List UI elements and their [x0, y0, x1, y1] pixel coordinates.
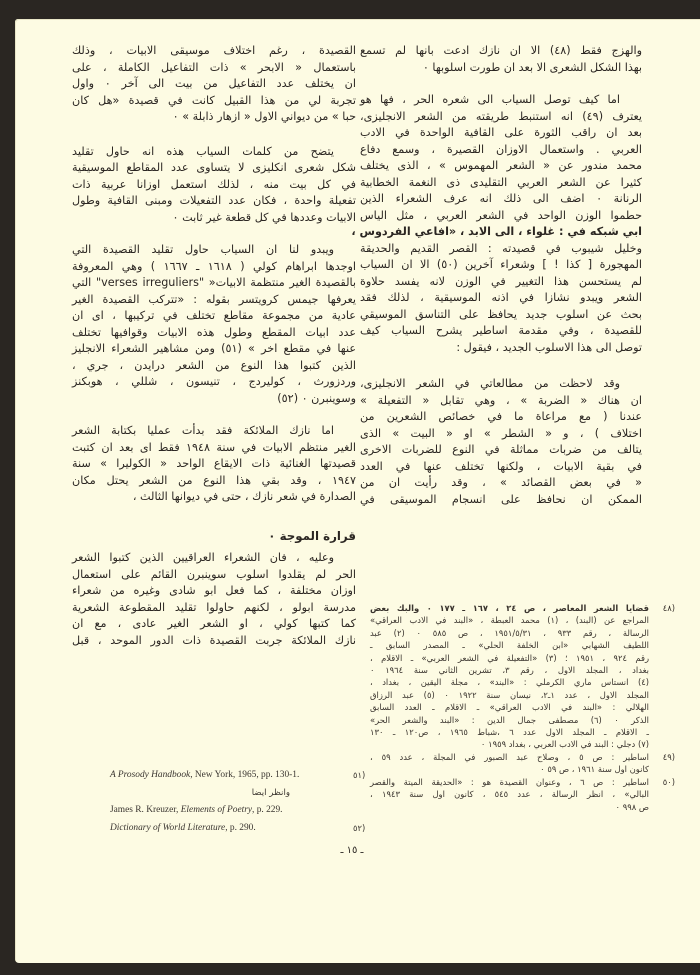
footnote-line: المجلد الاول ، عدد ١ـ٢، نيسان سنة ١٩٢٢ ٠ (٥) عبد الرزاق: [370, 689, 649, 700]
footnote-line: اساطير : ص ٦ ، وعنوان القصيدة هو : «الحديقة الميتة والقصر: [370, 776, 649, 787]
text-line: اما كيف توصل السياب الى شعره الحر ، فها هو: [360, 93, 620, 106]
reference-details: , p. 290.: [225, 822, 256, 833]
paragraph-nazik: [72, 423, 356, 506]
text-line: يتالف من ضربات مماثلة في النوع للضربات الاخرى: [360, 443, 642, 456]
text-line: والهزج فقط (٤٨) الا ان نازك ادعت بانها لم تسمع: [360, 44, 642, 57]
text-line: الممكن ان نحافظ على انسجام الموسيقى في: [360, 492, 642, 506]
text-line: توصل الى هذا الاسلوب الجديد ، فيقول :: [456, 340, 642, 354]
text-line: لم يستحسن هذا التغيير في الوزن لانه يفسد حلاوة: [360, 274, 642, 288]
paragraph-cowley: [72, 242, 356, 407]
text-line: ويبدو لنا ان السياب حاول تقليد القصيدة التي: [72, 243, 334, 256]
footnote-number: (٤٨: [662, 603, 675, 613]
reference-details: , p. 229.: [252, 805, 283, 815]
text-line: « في بعض القصائد » ، وقد رأيت ان من: [360, 476, 642, 489]
text-line: شكل شعرى انكليزى لا يتساوى عدد المقاطع الموسيقية: [72, 161, 356, 174]
footnote-49: [370, 751, 675, 776]
quote-continuation: [72, 43, 356, 126]
text-line: اما نازك الملائكة فقد بدأت عمليا بكتابة الشعر: [72, 424, 334, 437]
paragraph-2: [351, 92, 642, 356]
footnote-body: [370, 602, 649, 751]
text-line: وسوينبرن ٠ (٥٢): [277, 391, 356, 405]
text-line: مدرسة ابولو ، لكنهم حاولوا تقليد المقطوعة الشعرية: [72, 600, 356, 614]
footnote-line: قضايا الشعر المعاصر ، ص ٢٤ ، ١٦٧ ـ ١٧٧ ٠ والبك بعض: [370, 603, 649, 613]
text-line: عدد ابيات المقطع وطول هذه الابيات وقوافيها تختلف: [72, 325, 356, 339]
reference-title: A Prosody Handbook: [110, 770, 191, 780]
footnote-number: (٤٩: [662, 751, 675, 762]
paragraph-analysis: [72, 144, 356, 227]
see-also-note: [110, 785, 360, 803]
text-line: القصيدة ، رغم اختلاف موسيقى الابيات ، وذلك: [72, 44, 356, 57]
footnote-line: المراجع عن (البند) ، (١) محمد العبطة ، «البند في الادب العراقي»: [370, 615, 649, 626]
footnote-number: (٥٢: [353, 822, 366, 833]
text-line: يعترف (٤٩) انه استنبط طريقته من الشعر الانجليزى،: [360, 109, 642, 123]
text-line: نازك الملائكة جربت القصيدة ذات الدور الموحد ، قبل: [72, 633, 356, 647]
page-number: ـ ١٥ ـ: [340, 845, 364, 856]
reference-title: Dictionary of World Literature: [110, 822, 226, 833]
text-line: الابيات وعددها في كل قطعة غير ثابت ٠: [172, 210, 356, 224]
text-line: اوجدها ابراهام كولي ( ١٦١٨ ـ ١٦٦٧ ) وهي المعروفة: [72, 259, 357, 273]
footnote-line: الهلالي : «البند في الادب العراقي» ـ الاقلام ـ العدد السابق: [370, 702, 649, 713]
text-line: للقصيدة ، وفي مقدمة اساطير يشرح السياب كيف: [360, 324, 642, 337]
text-line: عنها في مقطع اخر » (٥١) ومن مشاهير الشعراء الانجليز: [72, 342, 356, 355]
text-line: يعرفها جيمس كرويتسر بقوله : «تتركب القصيدة الغير: [72, 292, 356, 306]
text-line: الصدارة في شعر نازك ، حتى في ديوانها الثالث ،: [132, 490, 356, 503]
reference-author: James R. Kreuzer,: [110, 805, 181, 815]
text-line: كما كتبها كولي ، او الشعر الغير عادى ، مع ان: [72, 617, 356, 630]
text-line: وخليل شيبوب في قصيدته : القصر القديم والحديقة: [360, 241, 642, 255]
text-line: تفعيلة واحدة ، فكان عدد التفعيلات ومبنى القافية وطول: [72, 194, 356, 207]
right-column: [351, 43, 642, 508]
paragraph-section: [72, 550, 356, 649]
text-line: بالقصيدة الغير منتظمة الابيات« "verses irreguliers" التي: [72, 276, 357, 289]
footnote-line: الرسالة ، رقم ٩٣٣ ، ١٩٥١/٥/٣١ ، ص ٥٨٥ ٠ (٢) عبد: [370, 627, 649, 638]
text-line: الرنانة ٠ اضف الى ذلك انه عرف الشعراء الذين: [360, 192, 642, 205]
text-line: اوزان مختلفة ، كما فعل ابو شادى وغيره من شعراء: [72, 584, 356, 597]
text-line: عادية من مجموعة مقاطع تختلف في تركيبها ، اى ان: [72, 309, 356, 322]
text-line: الشعر ويبدو نشازا في اذنه الموسيقية ، لذلك فقد: [360, 291, 642, 304]
footnote-48: [370, 602, 675, 751]
text-line: باستعمال « الابحر » ذات التفاعيل الكاملة ، على: [72, 60, 356, 74]
footnotes-left: [110, 767, 366, 837]
text-line: وقد لاحظت من مطالعاتي في الشعر الانجليزى،: [360, 377, 620, 390]
footnote-body: [370, 751, 649, 776]
text-line: الذين كتبوا هذا النوع من الشعر درايدن ، جري ،: [72, 358, 356, 372]
text-line: قصيدتها الغنائية ذات الايقاع الواحد « الكوليرا » سنة: [72, 457, 356, 470]
footnote-52: [110, 820, 366, 838]
text-line: الحر لم يقلدوا اسلوب سوينبرن القائم على استعمال: [72, 567, 356, 581]
footnote-51: [110, 767, 366, 785]
text-line: وردزورث ، كوليردج ، تنيسون ، شللي ، هوبكنز: [72, 375, 356, 388]
text-line: ان هناك « الضربة » ، وهي تقابل « التفعيلة »: [360, 393, 642, 407]
footnote-line: اللطيف الشهابي «ابن الخلفة الحلي» ـ المصدر السابق ـ: [370, 640, 649, 651]
text-line-bold-titles: ابي شبكه في : غلواء ، الى الابد ، «افاعي الفردوس ،: [351, 225, 642, 238]
footnote-line: ص ٩٩٨ ٠: [615, 801, 649, 812]
text-line: محمد مندور عن « الشعر المهموس » ، الذى يختلف: [360, 159, 642, 172]
footnote-line: (٤) انستاس ماري الكرملي : «البند» ، مجلة اليقين ، بغداد ،: [370, 677, 649, 688]
text-line: تجربة لي من هذا القبيل كانت في قصيدة «هل كان: [72, 93, 356, 107]
left-column: [72, 43, 356, 649]
text-line: كثيرا عن الشعر العربي التقليدى ذى النغمة الخطابية: [360, 175, 642, 189]
footnote-line: الذكر ٠ (٦) مصطفى جمال الدين : «البند والشعر الحر»: [370, 714, 649, 725]
text-line: بعد ان راقب الثورة على القافية الواحدة في الادب: [360, 126, 642, 139]
footnote-line: اساطير : ص ٥ ، وصلاح عبد الصبور في المجلة ، عدد ٥٩ ،: [370, 751, 649, 762]
footnote-line: البالي» ، انظر الرسالة ، عدد ٥٤٥ ، كانون اول سنة ١٩٤٣ ،: [370, 789, 649, 800]
footnote-body: [370, 776, 649, 813]
quote-paragraph: [360, 376, 642, 508]
text-line: يتضح من كلمات السياب هذه انه حاول تقليد: [72, 144, 334, 158]
footnote-number: (٥٠: [662, 776, 675, 787]
text-line: المهجورة [ كذا ! ] وشعراء آخرين (٥٠) الا ان السياب: [360, 258, 642, 271]
footnote-line: ـ الاقلام ـ المجلد الاول عدد ٦ ،شباط ١٩٦٥ ، ص١٢٠ ـ ١٣٠: [370, 727, 650, 738]
text-line: حطموا الوزن الواحد في الشعر العربي ، مثل الياس: [360, 208, 642, 222]
footnote-50: [370, 776, 675, 813]
text-line: حبا » من ديواني الاول « ازهار ذابلة » ٠: [172, 110, 356, 123]
reference-details: , New York, 1965, pp. 130-1.: [190, 770, 300, 780]
text-line: في كل بيت منه ، لذلك استعمل اوزانا عربية ذات: [72, 177, 356, 191]
text-line: ان يختلف عدد التفاعيل من بيت الى آخر ٠ واول: [72, 77, 356, 90]
text-line: اختلاف ) ، و « الشطر » او « البيت » الذى: [360, 426, 642, 440]
section-heading: قرارة الموجة ٠: [268, 528, 356, 543]
paragraph-1: [360, 43, 642, 76]
text-line: العربي . واستعمال الاوزان القصيرة ، وسمع دفاع: [360, 142, 642, 156]
text-line: وعليه ، فان الشعراء العراقيين الذين كتبوا الشعر: [72, 551, 334, 564]
text-line: بحث عن اسلوب جديد يحافظ على التناسق الموسيقي: [360, 307, 642, 321]
footnote-line: كانون اول سنة ١٩٦١ ، ص ٥٩ ٠: [540, 764, 649, 775]
footnote-line: رقم ٩٢٤ ، ١٩٥١ ؛ (٣) «التفعيلة في الشعر العربي» ـ الاقلام ،: [370, 652, 649, 663]
footnote-line: بغداد ، المجلد الاول ، رقم ٣، تشرين الثاني سنة ١٩٦٤ ٠: [370, 665, 649, 676]
footnotes-right: [370, 602, 675, 813]
see-also-text: وانظر ايضا: [251, 787, 290, 798]
text-line: في بقية الابيات ، ولكنها تختلف عنها في العدد: [360, 459, 642, 473]
text-line: بهذا الشكل الشعرى الا بعد ان طورت اسلوبها ٠: [422, 60, 642, 74]
footnote-line: (٧) دجلي : البند في الادب العربي ، بغداد ١٩٥٩ ٠: [480, 739, 649, 750]
text-line: ١٩٤٧ ، وقد بقي هذا النوع من الشعر يحتل مكان: [72, 473, 356, 487]
reference-title: Elements of Poetry: [180, 805, 253, 815]
footnote-number: (٥١: [353, 770, 366, 780]
text-line: الغير منتظم الابيات في سنة ١٩٤٨ فقط اى بعد ان كتبت: [72, 440, 357, 454]
footnote-51-reference-2: [110, 802, 360, 820]
text-line: عندنا ( مع مراعاة ما في خصائص الشعرين من: [360, 410, 642, 423]
